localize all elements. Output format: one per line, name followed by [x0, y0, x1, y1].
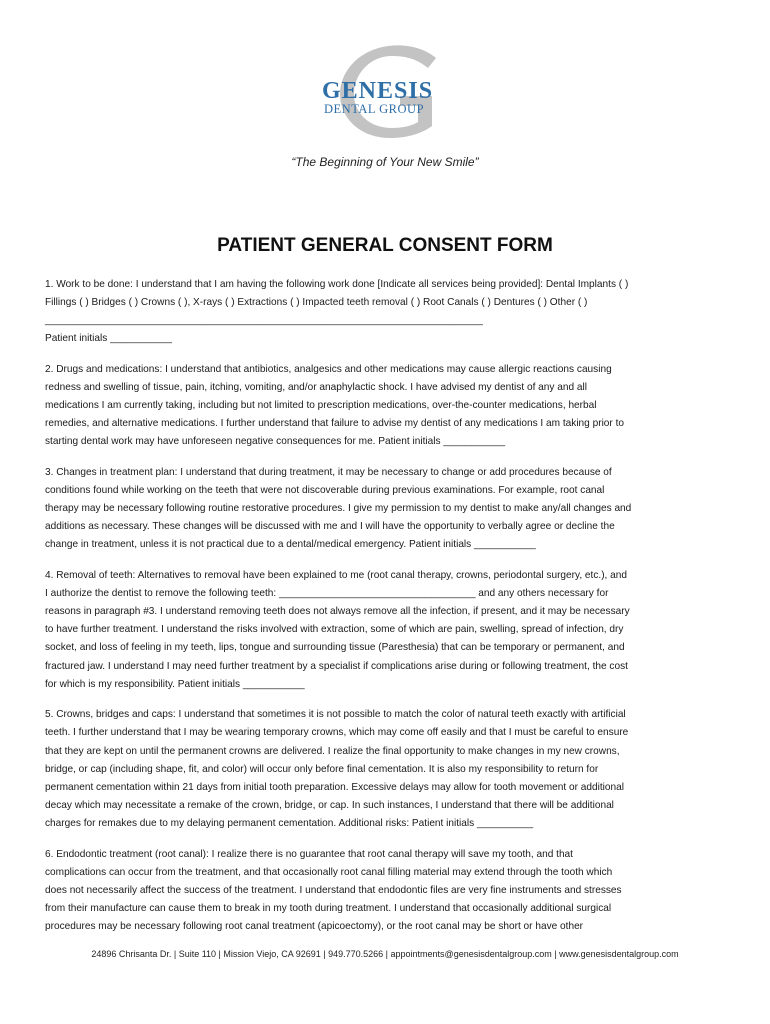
text-line: permanent cementation within 21 days from initial tooth preparation. Excessive delays may allow for tooth movement or additional	[45, 781, 625, 793]
text-line: conditions found while working on the teeth that were not discoverable during previous examinations. For example, root canal	[45, 485, 605, 497]
text-line: procedures may be necessary following root canal treatment (apicoectomy), or the root canal may be short or have other	[45, 920, 584, 932]
text-line: 1. Work to be done: I understand that I am having the following work done [Indicate all services being provided]: Dental Implants ( )	[45, 279, 629, 290]
genesis-logo	[318, 44, 450, 140]
section-work-to-be-done	[45, 276, 727, 348]
text-line: that they are kept on until the permanent crowns are delivered. I realize the final opportunity to make changes in my new crowns,	[45, 745, 620, 757]
text-line: redness and swelling of tissue, pain, itching, vomiting, and/or anaphylactic shock. I have advised my dentist of any and all	[45, 382, 588, 394]
text-line: therapy may be necessary following routine restorative procedures. I give my permission to my dentist to make any/all changes and	[45, 503, 632, 515]
section-removal-of-teeth	[45, 567, 727, 694]
text-line: 5. Crowns, bridges and caps: I understand that sometimes it is not possible to match the color of natural teeth exactly with artificial	[45, 709, 626, 721]
text-line: 6. Endodontic treatment (root canal): I realize there is no guarantee that root canal therapy will save my tooth, and that	[45, 848, 573, 860]
text-line: I authorize the dentist to remove the following teeth: ___________________________________ and any others necessary for	[45, 588, 609, 600]
text-line: socket, and loss of feeling in my teeth, lips, tongue and surrounding tissue (Paresthesia) that can be temporary or permanent, and	[45, 642, 625, 654]
text-line: to have further treatment. I understand the risks involved with extraction, some of which are pain, swelling, spread of infection, dry	[45, 624, 624, 636]
text-line: teeth. I further understand that I may be wearing temporary crowns, which may come off easily and that I must be careful to ensure	[45, 727, 629, 739]
contact-footer: 24896 Chrisanta Dr. | Suite 110 | Mission Viejo, CA 92691 | 949.770.5266 | appointments@genesisdentalgroup.com | www.genesisdentalgroup.com	[91, 949, 679, 959]
section-endodontic-treatment	[45, 846, 727, 936]
text-line: remedies, and alternative medications. I further understand that failure to advise my dentist of any medications I am taking prior to	[45, 418, 625, 430]
text-line: complications can occur from the treatment, and that occasionally root canal filling material may extend through the tooth which	[45, 866, 613, 878]
text-line: 2. Drugs and medications: I understand that antibiotics, analgesics and other medications may cause allergic reactions causing	[45, 363, 612, 375]
form-body	[45, 276, 727, 949]
form-title: PATIENT GENERAL CONSENT FORM	[217, 235, 553, 256]
section-treatment-plan-changes	[45, 464, 727, 554]
logo-subtitle: DENTAL GROUP	[324, 102, 425, 116]
text-line: change in treatment, unless it is not practical due to a dental/medical emergency. Patient initials ___________	[45, 539, 536, 551]
text-line: 3. Changes in treatment plan: I understand that during treatment, it may be necessary to change or add procedures because of	[45, 467, 612, 479]
text-line: Fillings ( ) Bridges ( ) Crowns ( ), X-rays ( ) Extractions ( ) Impacted teeth removal ( ) Root Canals ( ) Dentures ( ) Other ( )	[45, 297, 588, 309]
logo-wordmark: GENESIS	[322, 78, 434, 104]
text-line: from their manufacture can cause them to break in my tooth during treatment. I understand that occasionally additional surgical	[45, 902, 612, 914]
text-line: charges for remakes due to my delaying permanent cementation. Additional risks: Patient initials __________	[45, 817, 534, 829]
section-drugs-medications	[45, 361, 727, 451]
text-line: Patient initials ___________	[45, 333, 172, 345]
text-line: ______________________________________________________________________________	[45, 315, 483, 327]
tagline: “The Beginning of Your New Smile”	[291, 155, 479, 169]
text-line: does not necessarily affect the success of the treatment. I understand that endodontic files are very fine instruments and stresses	[45, 884, 622, 896]
text-line: additions as necessary. These changes will be discussed with me and I will have the opportunity to verbally agree or decline the	[45, 521, 615, 533]
text-line: reasons in paragraph #3. I understand removing teeth does not always remove all the infection, if present, and it may be necessary	[45, 606, 630, 618]
text-line: decay which may necessitate a remake of the crown, bridge, or cap. In such instances, I understand that there will be additional	[45, 799, 614, 811]
text-line: fractured jaw. I understand I may need further treatment by a specialist if complications arise during or following treatment, the cost	[45, 660, 628, 672]
text-line: 4. Removal of teeth: Alternatives to removal have been explained to me (root canal therapy, crowns, periodontal surgery, etc.), and	[45, 570, 628, 582]
section-crowns-bridges-caps	[45, 706, 727, 833]
text-line: starting dental work may have unforeseen negative consequences for me. Patient initials ___________	[45, 436, 506, 448]
text-line: for which is my responsibility. Patient initials ___________	[45, 678, 305, 690]
text-line: bridge, or cap (including shape, fit, and color) will occur only before final cementation. It is also my responsibility to return for	[45, 763, 599, 775]
text-line: medications I am currently taking, including but not limited to prescription medications, over-the-counter medications, herbal	[45, 400, 597, 412]
